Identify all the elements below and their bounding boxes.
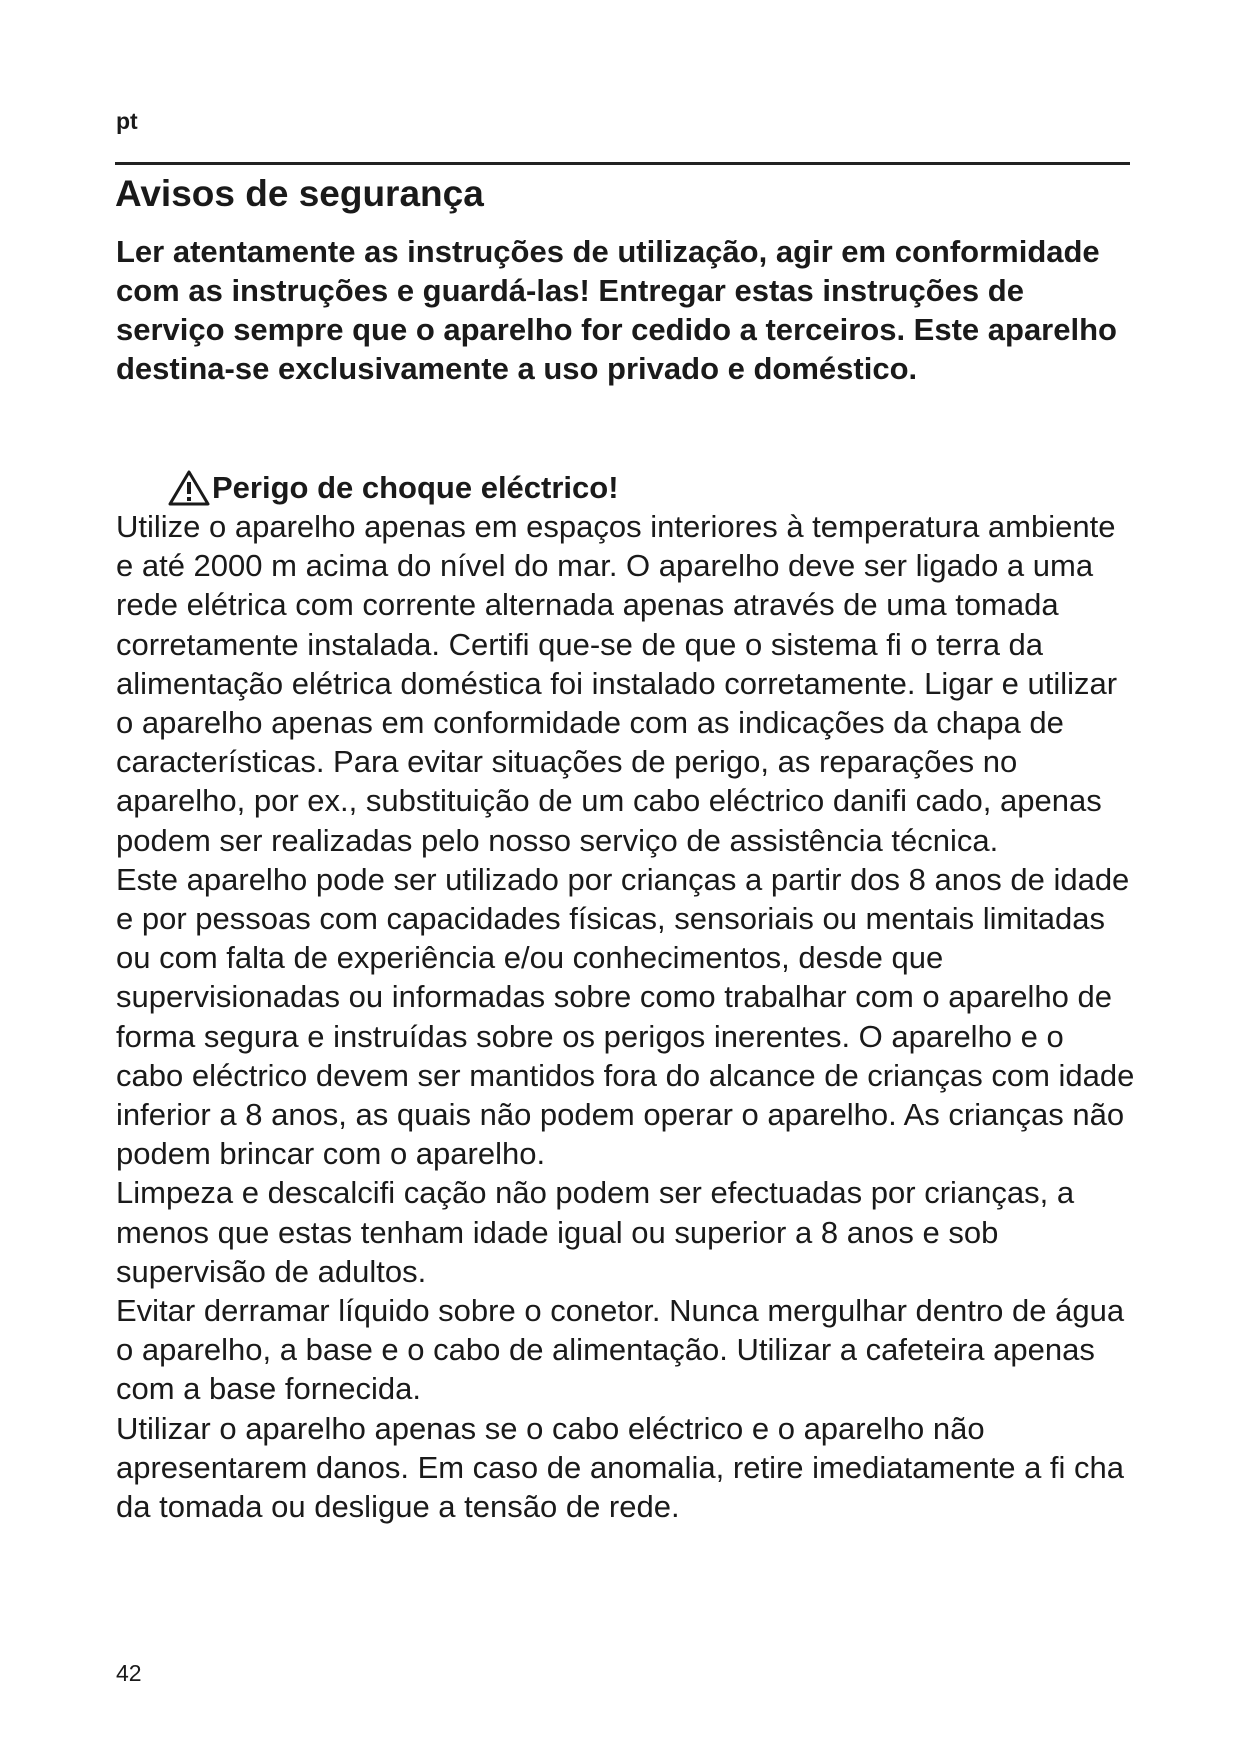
page-number: 42 — [116, 1660, 142, 1686]
warning-triangle-icon — [168, 470, 210, 506]
paragraph-electrical: Utilize o aparelho apenas em espaços interiores à temperatura ambiente e até 2000 m acima do nível do mar. O aparelho deve ser ligado a uma rede elétrica com corrente alternada apenas através de uma tomada corretamente instalada. Certifi que-se de que o sistema fi o terra da alimentação elétrica doméstica foi instalado corretamente. Ligar e utilizar o aparelho apenas em conformidade com as indicações da chapa de características. Para evitar situações de perigo, as reparações no aparelho, por ex., substituição de um cabo eléctrico danifi cado, apenas podem ser realizadas pelo nosso serviço de assistência técnica. — [116, 509, 1118, 858]
language-code: pt — [116, 108, 138, 134]
header-divider — [115, 162, 1130, 165]
section-title: Avisos de segurança — [115, 173, 484, 214]
warning-title: Perigo de choque eléctrico! — [212, 470, 619, 505]
warning-heading — [168, 468, 619, 508]
paragraph-children: Este aparelho pode ser utilizado por crianças a partir dos 8 anos de idade e por pessoas com capacidades físicas, sensoriais ou mentais limitadas ou com falta de experiência e/ou conhecimentos, desde que supervisionadas ou informadas sobre como trabalhar com o aparelho de forma segura e instruídas sobre os perigos inerentes. O aparelho e o cabo eléctrico devem ser mantidos fora do alcance de crianças com idade inferior a 8 anos, as quais não podem operar o aparelho. As crianças não podem brincar com o aparelho. — [116, 861, 1135, 1172]
intro-paragraph: Ler atentamente as instruções de utilização, agir em conformidade com as instruções e guardá-las! Entregar estas instruções de serviço sempre que o aparelho for cedido a terceiros. Este aparelho destina-se exclusivamente a uso privado e doméstico. — [116, 234, 1117, 386]
paragraph-cleaning: Limpeza e descalcifi cação não podem ser efectuadas por crianças, a menos que estas tenham idade igual ou superior a 8 anos e sob supervisão de adultos. — [116, 1175, 1075, 1289]
paragraph-damage: Utilizar o aparelho apenas se o cabo eléctrico e o aparelho não apresentarem danos. Em caso de anomalia, retire imediatamente a fi cha da tomada ou desligue a tensão de rede. — [116, 1410, 1125, 1525]
body-text — [116, 507, 1136, 1526]
paragraph-liquid: Evitar derramar líquido sobre o conetor. Nunca mergulhar dentro de água o aparelho, a base e o cabo de alimentação. Utilizar a cafeteira apenas com a base fornecida. — [116, 1293, 1125, 1407]
